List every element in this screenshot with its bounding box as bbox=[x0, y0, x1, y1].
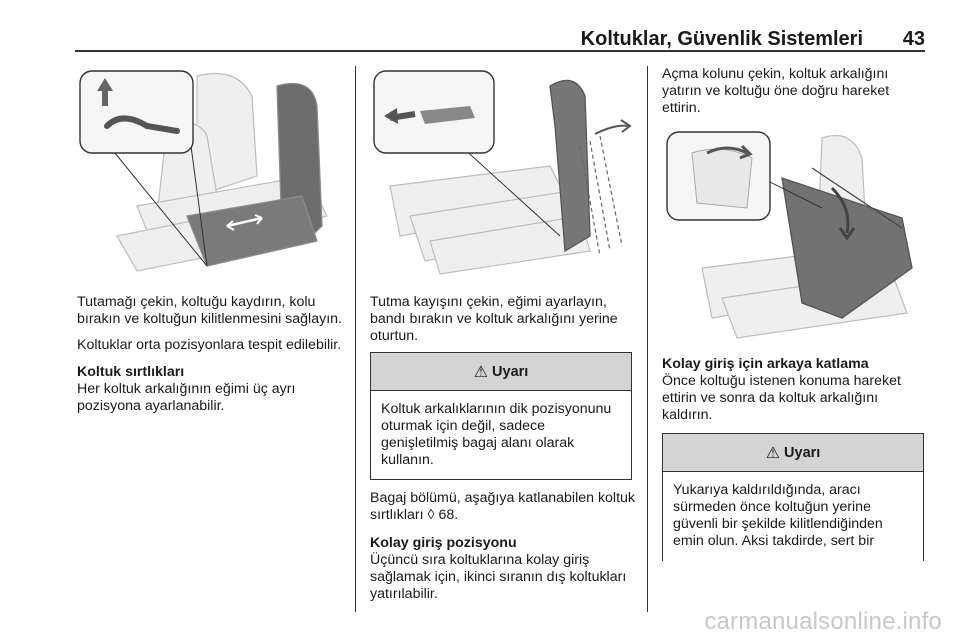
seat-slide-illustration bbox=[77, 66, 339, 276]
easy-entry-illustration bbox=[662, 128, 925, 340]
backrest-strap-illustration bbox=[370, 66, 633, 276]
warning-triangle-icon: ⚠ bbox=[765, 444, 781, 462]
warning-body: Koltuk arkalıklarının dik pozisyonunu oturmak için değil, sadece genişletilmiş bagaj alanı olarak kullanın. bbox=[381, 401, 612, 468]
strap-instructions: Tutma kayışını çekin, eğimi ayarlayın, bandı bırakın ve koltuk arkalığını yerine oturtun. bbox=[370, 294, 618, 344]
column-2-intro bbox=[370, 294, 638, 354]
fold-back-text: Önce koltuğu istenen konuma hareket ettirin ve sonra da koltuk arkalığını kaldırın. bbox=[662, 373, 901, 423]
warning-title: Uyarı bbox=[492, 363, 529, 380]
easy-entry-text: Üçüncü sıra koltuklarına kolay giriş sağlamak için, ikinci sıranın dış koltukları yatırılabilir. bbox=[370, 552, 627, 602]
warning-header bbox=[663, 434, 923, 472]
column-3-text bbox=[662, 356, 927, 433]
header-rule bbox=[75, 50, 925, 52]
fold-back-heading: Kolay giriş için arkaya katlama bbox=[662, 356, 869, 372]
warning-box-1 bbox=[370, 352, 632, 480]
warning-triangle-icon: ⚠ bbox=[473, 363, 489, 381]
page-header bbox=[75, 28, 925, 52]
column-3-intro bbox=[662, 66, 927, 126]
backrests-text: Her koltuk arkalığının eğimi üç ayrı pozisyona ayarlanabilir. bbox=[77, 381, 296, 414]
intermediate-positions-note: Koltuklar orta pozisyonlara tespit edilebilir. bbox=[77, 337, 342, 353]
column-2-text bbox=[370, 490, 638, 612]
slide-instructions: Tutamağı çekin, koltuğu kaydırın, kolu bırakın ve koltuğun kilitlenmesini sağlayın. bbox=[77, 294, 342, 327]
release-lever-instructions: Açma kolunu çekin, koltuk arkalığını yatırın ve koltuğu öne doğru hareket ettirin. bbox=[662, 66, 890, 116]
warning-body: Yukarıya kaldırıldığında, aracı sürmeden önce koltuğun yerine güvenli bir şekilde kilitlendiğinden emin olun. Aksi takdirde, sert bir bbox=[673, 482, 883, 549]
page-number: 43 bbox=[902, 28, 925, 50]
column-divider-1 bbox=[355, 66, 356, 612]
column-divider-2 bbox=[647, 66, 648, 612]
cargo-reference: Bagaj bölümü, aşağıya katlanabilen koltuk sırtlıkları ◊ 68. bbox=[370, 490, 636, 523]
warning-box-2 bbox=[662, 433, 924, 561]
column-1-text bbox=[77, 294, 347, 424]
easy-entry-heading: Kolay giriş pozisyonu bbox=[370, 535, 517, 551]
watermark: carmanualsonline.info bbox=[704, 608, 942, 635]
backrests-heading: Koltuk sırtlıkları bbox=[77, 364, 185, 380]
warning-header bbox=[371, 353, 631, 391]
page-title: Koltuklar, Güvenlik Sistemleri bbox=[580, 28, 863, 50]
warning-title: Uyarı bbox=[784, 444, 821, 461]
